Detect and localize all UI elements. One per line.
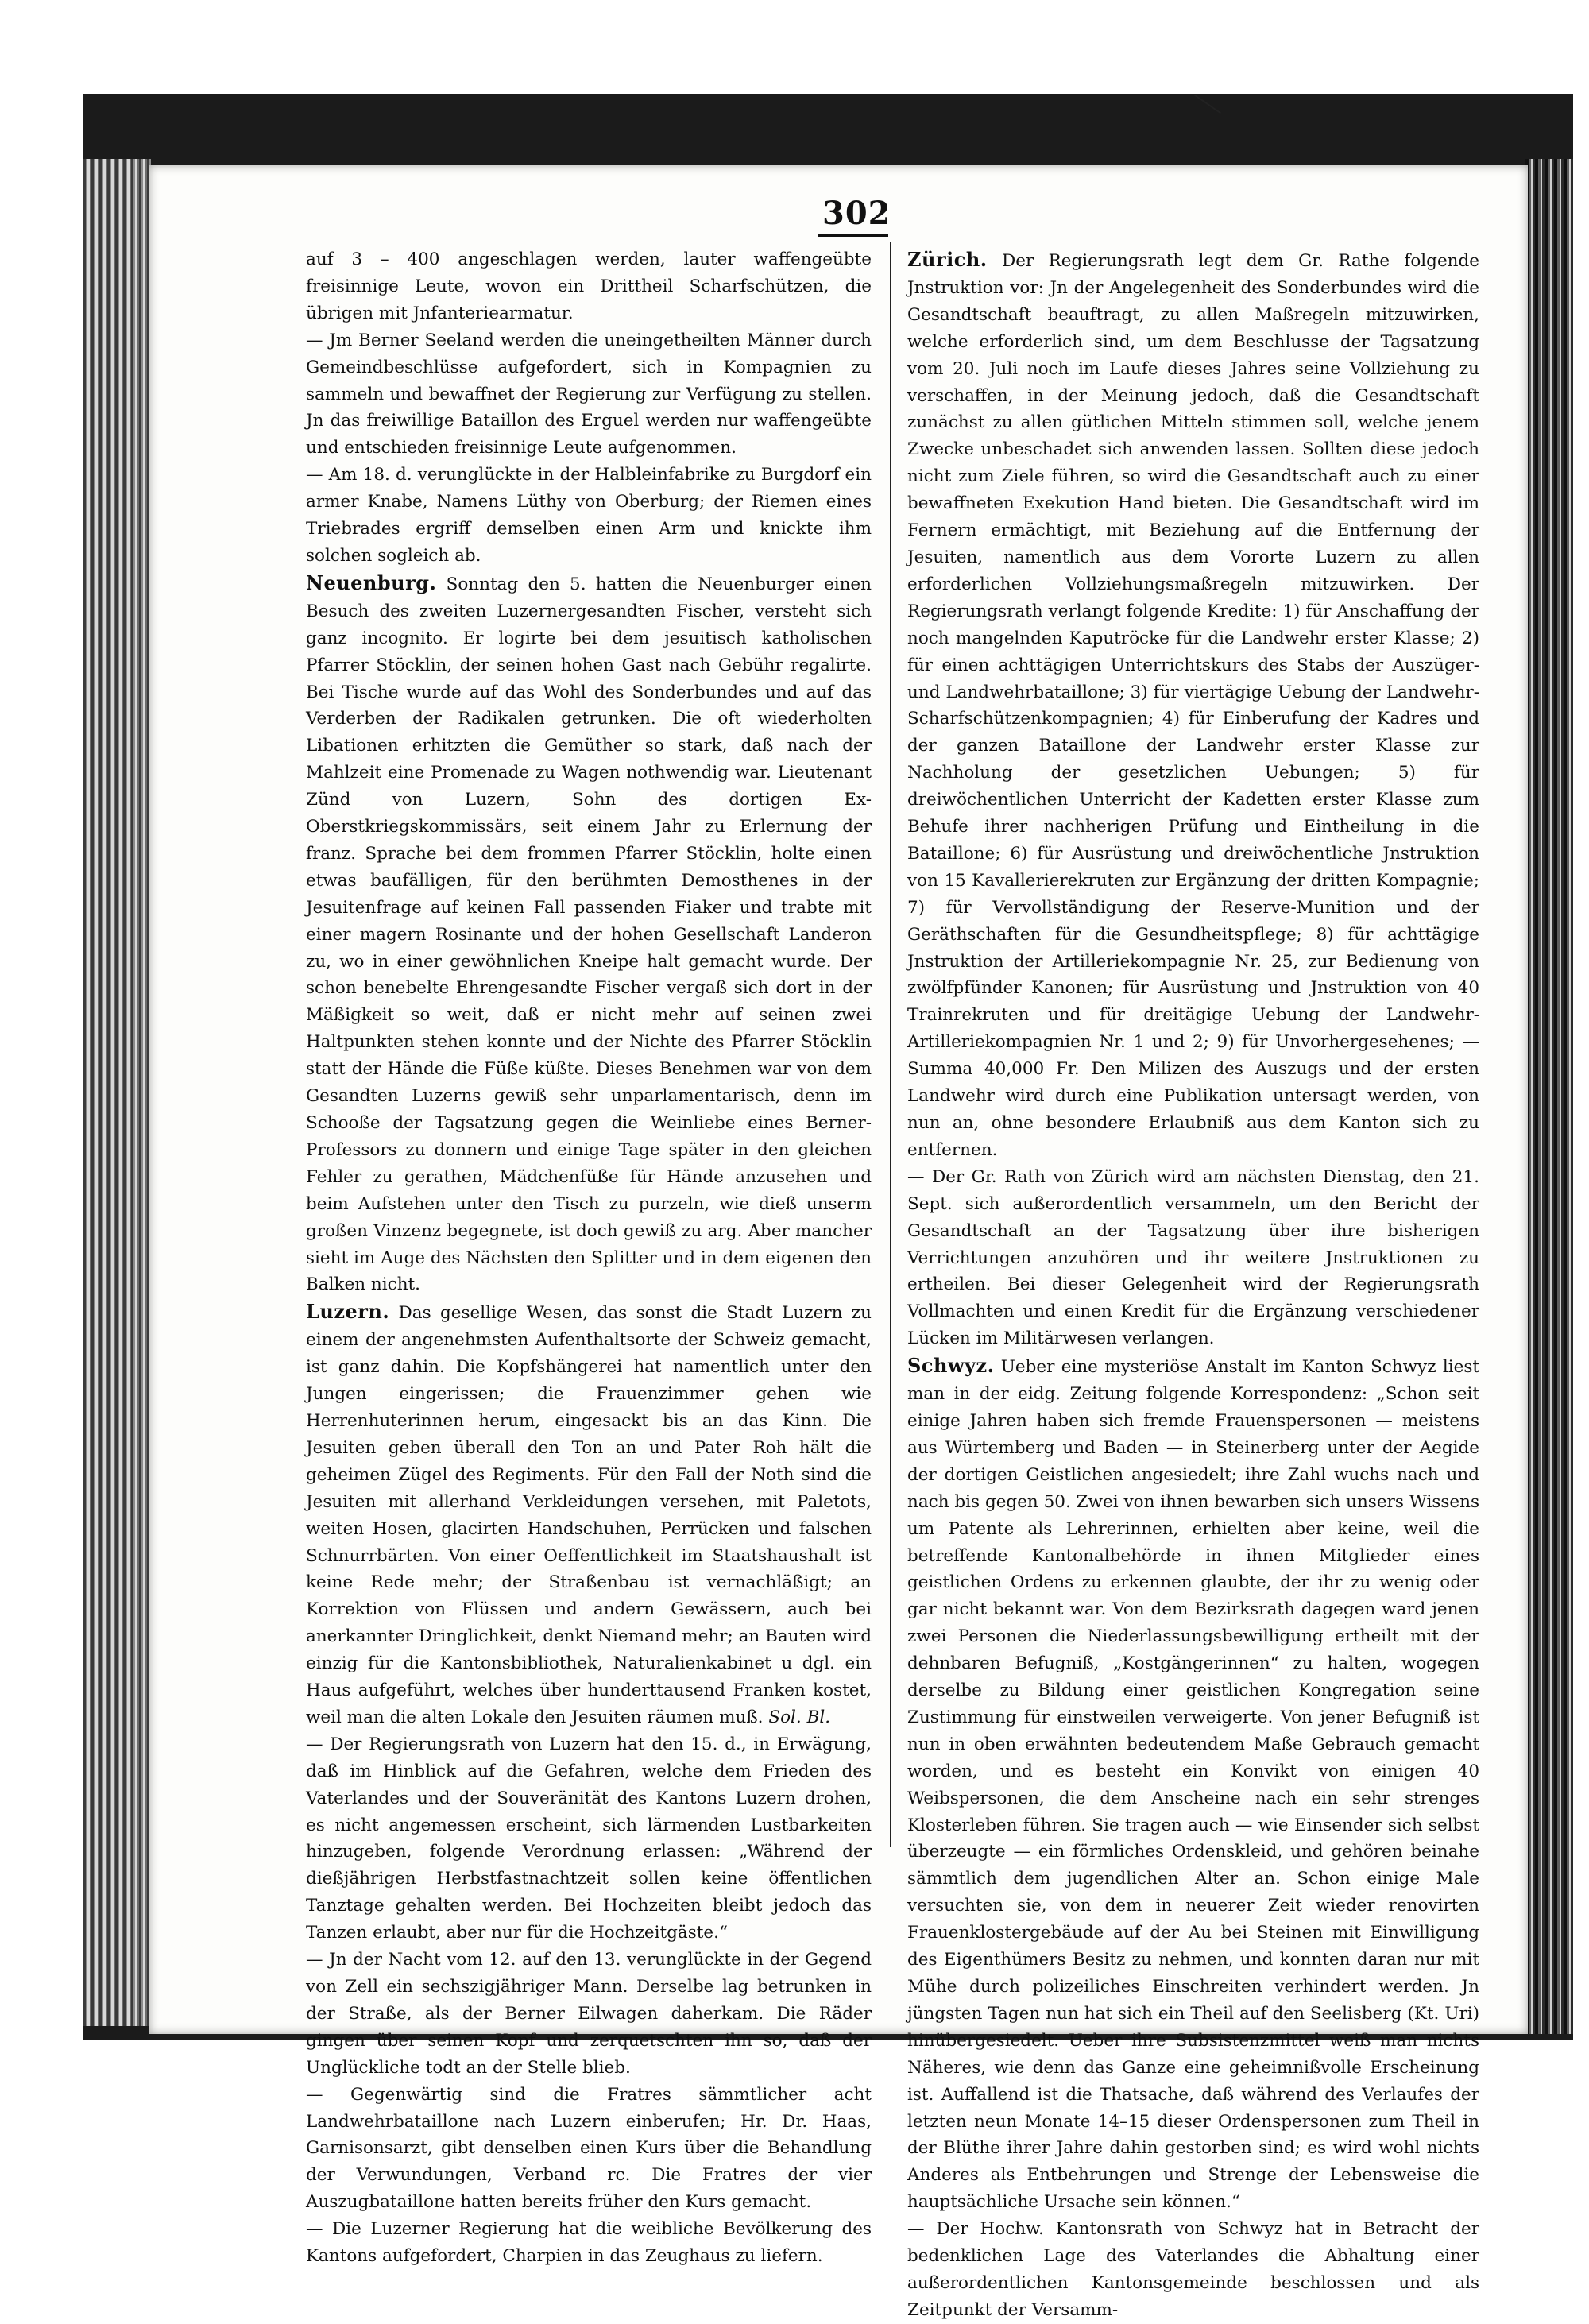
section-heading: Zürich. — [907, 248, 988, 271]
article-paragraph: — Der Hochw. Kantonsrath von Schwyz hat in Betracht der bedenklichen Lage des Vaterlandes die Abhaltung einer außerordentlichen Kantonsgemeinde beschlossen und als Zeitpunkt der Versamm- — [907, 2219, 1479, 2320]
article-paragraph: — Die Luzerner Regierung hat die weibliche Bevölkerung des Kantons aufgefordert, Charpien in das Zeughaus zu liefern. — [306, 2219, 872, 2267]
article-paragraph: — Am 18. d. verunglückte in der Halbleinfabrike zu Burgdorf ein armer Knabe, Namens Lüthy von Oberburg; der Riemen eines Triebrades ergriff demselben einen Arm und knickte ihm solchen sogleich ab. — [306, 465, 872, 566]
stacked-page-edges-right — [1525, 159, 1573, 2034]
section-heading: Neuenburg. — [306, 570, 437, 594]
left-column — [306, 246, 872, 2270]
article-schwyz: Schwyz. Ueber eine mysteriöse Anstalt im Kanton Schwyz liest man in der eidg. Zeitung folgende Korrespondenz: „Schon seit einige Jahren haben sich fremde Frauenspersonen — meistens aus Würtemberg und Baden — in Steinerberg unter der Aegide der dortigen Geistlichen angesiedelt; ihre Zahl wuchs nach und nach bis gegen 50. Zwei von ihnen bewarben sich unsers Wissens um Patente als Lehrerinnen, erhielten aber keine, weil die betreffende Kantonalbehörde in ihnen Mitglieder eines geistlichen Ordens zu erkennen glaubte, der ihr zu wenig oder gar nicht bekannt war. Von dem Bezirksrath dagegen ward jenen zwei Personen die Niederlassungsbewilligung ertheilt mit der dehnbaren Befugniß, „Kostgängerinnen“ zu halten, wogegen derselbe zu Bildung einer geistlichen Kongregation seine Zustimmung für einstweilen verweigerte. Von jener Befugniß ist nun in oben erwähnten bedeutendem Maße Gebrauch gemacht worden, und es besteht ein Konvikt von einigen 40 Weibspersonen, die dem Anscheine nach ein sehr strenges Klosterleben führen. Sie tragen auch — wie Einsender sich selbst überzeugte — ein förmliches Ordenskleid, und gehören beinahe sämmtlich dem jugendlichen Alter an. Schon einige Male versuchten sie, von dem in neuerer Zeit wieder renovirten Frauenklostergebäude auf der Au bei Steinen mit Einwilligung des Eigenthümers Besitz zu nehmen, und konnten daran nur mit Mühe durch polizeiliches Einschreiten verhindert werden. Jn jüngsten Tagen nun hat sich ein Theil auf den Seelisberg (Kt. Uri) hinübergesiedelt. Ueber ihre Subsistenzmittel weiß man nichts Näheres, wie denn das Ganze eine geheimnißvolle Erscheinung ist. Auffallend ist die Thatsache, daß während des Verlaufes der letzten neun Monate 14–15 dieser Ordenspersonen zum Theil in der Blüthe ihrer Jahre dahin gestorben sind; es wird wohl nichts Anderes als Entbehrungen und Strenge der Lebensweise die hauptsächliche Ursache sein können.“ — [907, 1354, 1479, 2213]
article-paragraph: auf 3 – 400 angeschlagen werden, lauter waffengeübte freisinnige Leute, wovon ein Drittheil Scharfschützen, die übrigen mit Jnfanteriearmatur. — [306, 249, 872, 323]
right-column — [907, 246, 1479, 2324]
page-number-rule — [818, 234, 888, 237]
article-paragraph: — Der Gr. Rath von Zürich wird am nächsten Dienstag, den 21. Sept. sich außerordentlich versammeln, um den Bericht der Gesandtschaft an der Tagsatzung über ihre bisherigen Verrichtungen anzuhören und ihr weitere Jnstruktionen zu ertheilen. Bei dieser Gelegenheit wird der Regierungsrath Vollmachten und einen Kredit für die Ergänzung verschiedener Lücken im Militärwesen verlangen. — [907, 1166, 1479, 1349]
article-paragraph: — Jm Berner Seeland werden die uneingetheilten Männer durch Gemeindbeschlüsse aufgefordert, sich in Kompagnien zu sammeln und bewaffnet der Regierung zur Verfügung zu stellen. Jn das freiwillige Bataillon des Erguel werden nur waffengeübte und entschieden freisinnige Leute aufgenommen. — [306, 330, 872, 458]
section-heading: Luzern. — [306, 1300, 390, 1324]
article-zuerich: Zürich. Der Regierungsrath legt dem Gr. Rathe folgende Jnstruktion vor: Jn der Angelegenheit des Sonderbundes wird die Gesandtschaft beauftragt, zu allen Maßregeln mitzuwirken, welche erforderlich sind, um dem Beschlusse der Tagsatzung vom 20. Juli noch im Laufe dieses Jahres seine Vollziehung zu verschaffen, in der Meinung jedoch, daß die Gesandtschaft zunächst zu allen gütlichen Mitteln stimmen soll, welche jenem Zwecke unbeschadet sich anwenden lassen. Sollten diese jedoch nicht zum Ziele führen, so wird die Gesandtschaft auch zu einer bewaffneten Exekution Hand bieten. Die Gesandtschaft wird im Fernern ermächtigt, mit Beziehung auf die Entfernung der Jesuiten, namentlich aus dem Vororte Luzern zu allen erforderlichen Vollziehungsmaßregeln mitzuwirken. Der Regierungsrath verlangt folgende Kredite: 1) für Anschaffung der noch mangelnden Kaputröcke für die Landwehr erster Klasse; 2) für einen achttägigen Unterrichtskurs des Stabs der Auszüger- und Landwehrbataillone; 3) für viertägige Uebung der Landwehr-Scharfschützenkompagnien; 4) für Einberufung der Kadres und der ganzen Bataillone der Landwehr erster Klasse zur Nachholung der gesetzlichen Uebungen; 5) für dreiwöchentlichen Unterricht der Kadetten erster Klasse zum Behufe ihrer nachherigen Prüfung und Eintheilung in die Bataillone; 6) für Ausrüstung und dreiwöchentliche Jnstruktion von 15 Kavallerierekruten zur Ergänzung der dritten Kompagnie; 7) für Vervollständigung der Reserve-Munition und der Geräthschaften für die Gesundheitspflege; 8) für achttägige Jnstruktion der Artilleriekompagnie Nr. 25, zur Bedienung von zwölfpfünder Kanonen; für Ausrüstung und Jnstruktion von 40 Trainrekruten und für dreitägige Uebung der Landwehr-Artilleriekompagnien Nr. 1 und 2; 9) für Unvorhergesehenes; — Summa 40,000 Fr. Den Milizen des Auszugs und der ersten Landwehr wird durch eine Publikation untersagt werden, von nun an, ohne besondere Erlaubniß aus dem Kanton sich zu entfernen. — [907, 248, 1479, 1160]
page-number: 302 — [822, 195, 891, 232]
source-credit: Sol. Bl. — [768, 1707, 831, 1727]
article-paragraph: — Der Regierungsrath von Luzern hat den 15. d., in Erwägung, daß im Hinblick auf die Gefahren, welche dem Frieden des Vaterlandes und der Souveränität des Kantons Luzern drohen, es nicht angemessen erscheint, sich lärmenden Lustbarkeiten hinzugeben, folgende Verordnung erlassen: „Während der dießjährigen Herbstfastnachtzeit sollen keine öffentlichen Tanztage gehalten werden. Bei Hochzeiten bleibt jedoch das Tanzen erlaubt, aber nur für die Hochzeitgäste.“ — [306, 1734, 872, 1943]
article-neuenburg: Neuenburg. Sonntag den 5. hatten die Neuenburger einen Besuch des zweiten Luzernergesandten Fischer, versteht sich ganz incognito. Er logirte bei dem jesuitisch katholischen Pfarrer Stöcklin, der seinen hohen Gast nach Gebühr regalirte. Bei Tische wurde auf das Wohl des Sonderbundes und auf das Verderben der Radikalen getrunken. Die oft wiederholten Libationen erhitzten die Gemüther so stark, daß nach der Mahlzeit eine Promenade zu Wagen nothwendig war. Lieutenant Zünd von Luzern, Sohn des dortigen Ex-Oberstkriegskommissärs, seit einem Jahr zu Erlernung der franz. Sprache bei dem frommen Pfarrer Stöcklin, holte einen etwas baufälligen, für den berühmten Demosthenes in der Jesuitenfrage auf keinen Fall passenden Fiaker und trabte mit einer magern Rosinante und der hohen Gesellschaft Landeron zu, wo in einer gewöhnlichen Kneipe halt gemacht wurde. Der schon benebelte Ehrengesandte Fischer vergaß sich dort in der Mäßigkeit so weit, daß er nicht mehr auf seinen zwei Haltpunkten stehen konnte und der Nichte des Pfarrer Stöcklin statt der Hände die Füße küßte. Dieses Benehmen war von dem Gesandten Luzerns gewiß sehr unparlamentarisch, denn im Schooße der Tagsatzung gegen die Weinliebe eines Berner-Professors zu donnern und einige Tage später in den gleichen Fehler zu gerathen, Mädchenfüße für Hände anzusehen und beim Aufstehen unter den Tisch zu purzeln, wie dieß unserm großen Vinzenz begegnete, ist doch gewiß zu arg. Aber mancher sieht im Auge des Nächsten den Splitter und in dem eigenen den Balken nicht. — [306, 570, 872, 1295]
stacked-page-edges-left — [83, 159, 151, 2026]
article-paragraph: — Gegenwärtig sind die Fratres sämmtlicher acht Landwehrbataillone nach Luzern einberufen; Hr. Dr. Haas, Garnisonsarzt, gibt denselben einen Kurs über die Behandlung der Verwundungen, Verband rc. Die Fratres der vier Auszugbataillone hatten bereits früher den Kurs gemacht. — [306, 2084, 872, 2213]
article-luzern: Luzern. Das gesellige Wesen, das sonst die Stadt Luzern zu einem der angenehmsten Aufenthaltsorte der Schweiz gemacht, ist ganz dahin. Die Kopfshängerei hat namentlich unter den Jungen eingerissen; die Frauenzimmer gehen wie Herrenhuterinnen herum, eingesackt bis an das Kinn. Die Jesuiten geben überall den Ton an und Pater Roh hält die geheimen Zügel des Regiments. Für den Fall der Noth sind die Jesuiten mit allerhand Verkleidungen versehen, mit Paletots, weiten Hosen, glacirten Handschuhen, Perrücken und falschen Schnurrbärten. Von einer Oeffentlichkeit im Staatshaushalt ist keine Rede mehr; der Straßenbau ist vernachläßigt; an Korrektion von Flüssen und andern Gewässern, auch bei anerkannter Dringlichkeit, denkt Niemand mehr; an Bauten wird einzig für die Kantonsbibliothek, Naturalienkabinet u dgl. ein Haus aufgeführt, welches über hunderttausend Franken kostet, weil man die alten Lokale den Jesuiten räumen muß. Sol. Bl. — [306, 1300, 872, 1727]
article-paragraph: — Jn der Nacht vom 12. auf den 13. verunglückte in der Gegend von Zell ein sechszigjähriger Mann. Derselbe lag betrunken in der Straße, als der Berner Eilwagen daherkam. Die Räder gingen über seinen Kopf und zerquetschten ihn so, daß der Unglückliche todt an der Stelle blieb. — [306, 1950, 872, 2078]
column-divider — [890, 242, 891, 1847]
section-heading: Schwyz. — [907, 1354, 995, 1378]
